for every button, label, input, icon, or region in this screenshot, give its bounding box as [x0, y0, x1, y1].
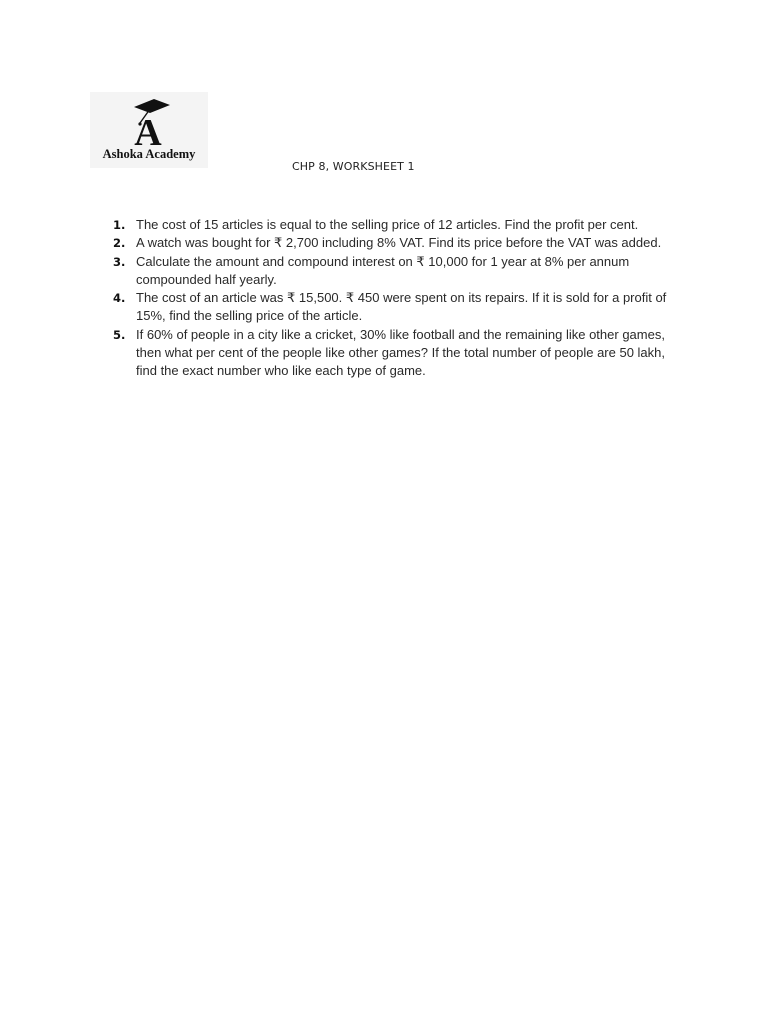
- question-item: [110, 216, 680, 234]
- logo-name: Ashoka Academy: [102, 147, 196, 161]
- question-item: [110, 253, 680, 290]
- worksheet-title: CHP 8, WORKSHEET 1: [292, 160, 415, 173]
- question-number: 4.: [113, 291, 126, 306]
- question-item: [110, 234, 680, 252]
- question-list: [110, 216, 680, 381]
- question-text: The cost of 15 articles is equal to the selling price of 12 articles. Find the profit per cent.: [136, 217, 639, 232]
- question-text: A watch was bought for ₹ 2,700 including 8% VAT. Find its price before the VAT was added.: [136, 235, 662, 251]
- logo-letter: A: [134, 112, 162, 149]
- question-item: [110, 289, 680, 326]
- question-text: Calculate the amount and compound interest on ₹ 10,000 for 1 year at 8% per annum compounded half yearly.: [136, 253, 630, 287]
- question-item: [110, 326, 680, 381]
- question-number: 3.: [113, 254, 126, 269]
- question-number: 5.: [113, 327, 126, 342]
- question-text: If 60% of people in a city like a cricket, 30% like football and the remaining like other games, then what per cent of the people like other games? If the total number of people are 50 lakh, find the exact number who like each type of game.: [136, 326, 666, 379]
- question-number: 2.: [113, 236, 126, 251]
- question-text: The cost of an article was ₹ 15,500. ₹ 450 were spent on its repairs. If it is sold for a profit of 15%, find the selling price of the article.: [136, 290, 667, 324]
- question-number: 1.: [113, 218, 126, 232]
- academy-logo: [90, 92, 208, 168]
- graduation-cap-letter-icon: [126, 97, 172, 149]
